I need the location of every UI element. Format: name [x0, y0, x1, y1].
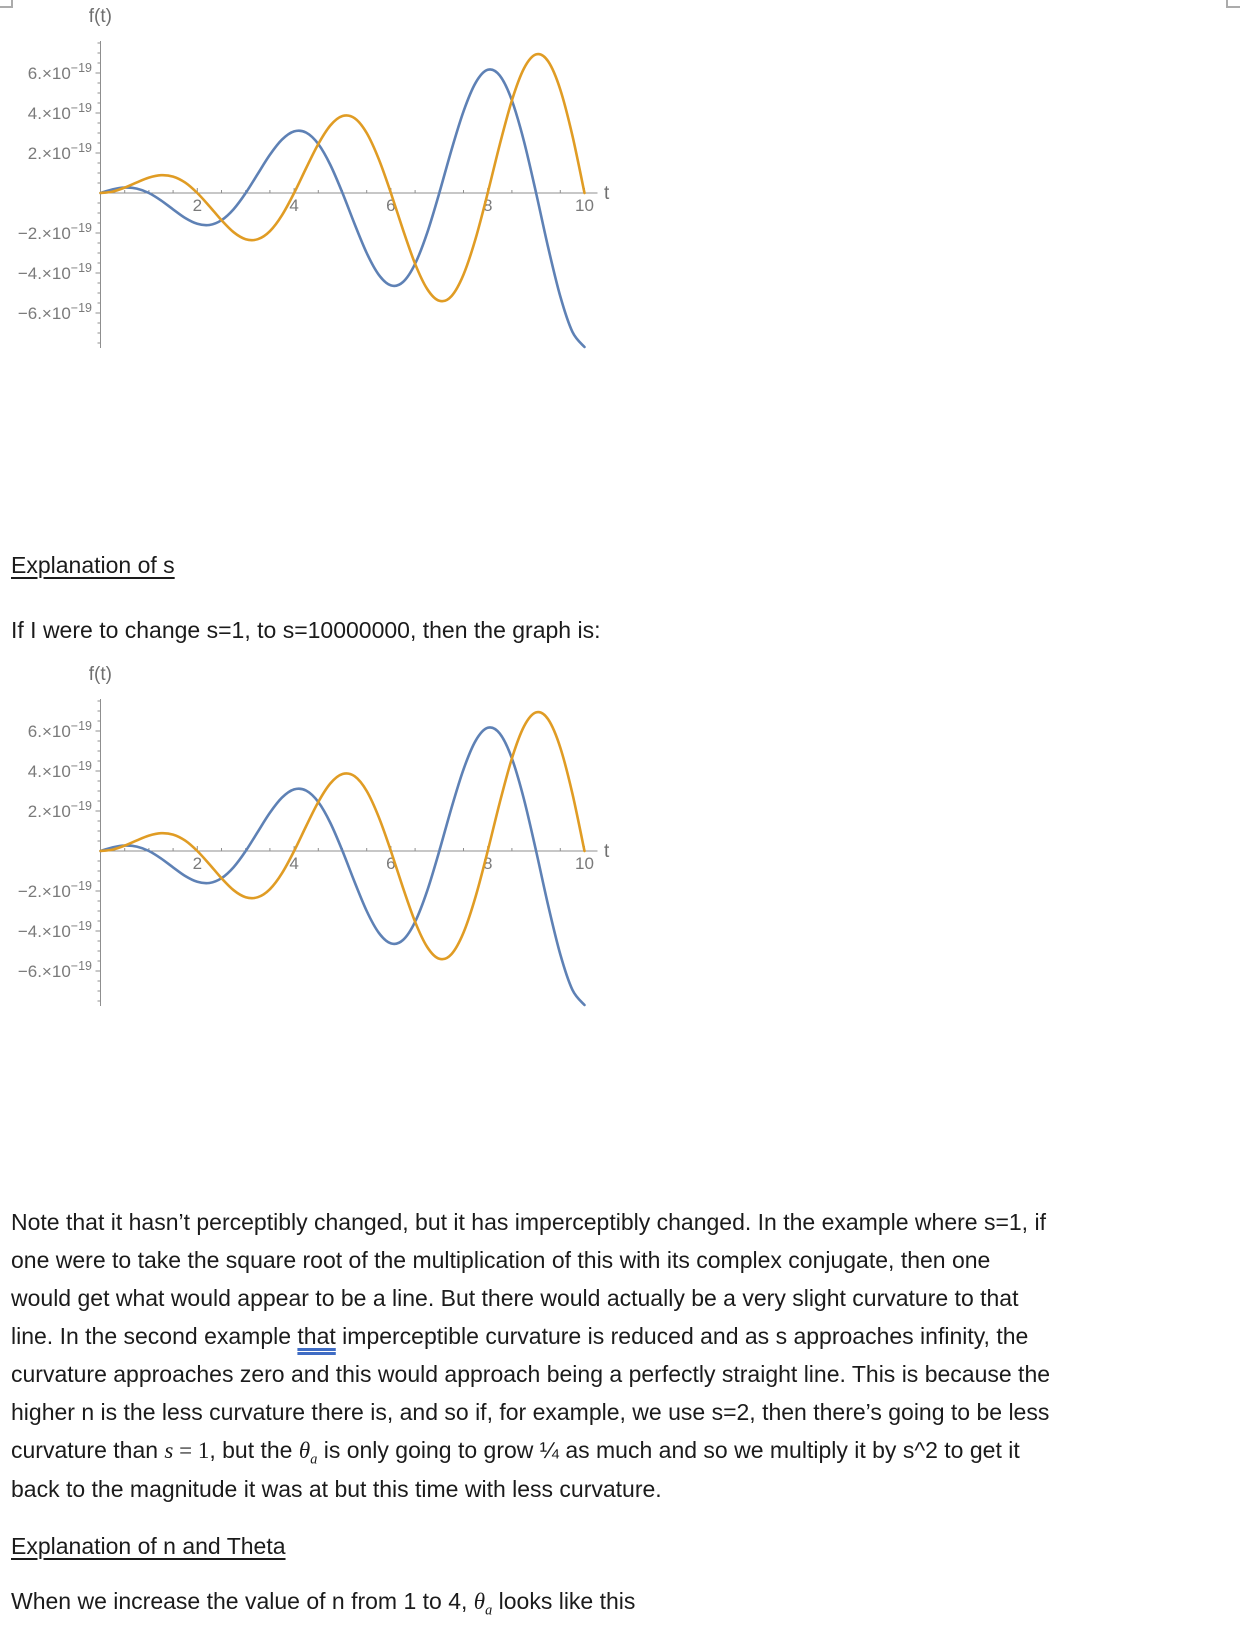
text-segment: back to the magnitude it was at but this time with less curvature.: [11, 1476, 662, 1502]
paragraph-line: [11, 1317, 1050, 1355]
text-segment: When we increase the value of n from 1 to 4,: [11, 1588, 474, 1614]
x-axis-name: t: [604, 841, 610, 862]
closing-sentence: [11, 1582, 635, 1621]
heading-explanation-of-s: [11, 546, 175, 584]
paragraph-line: [11, 1203, 1050, 1241]
text-segment: looks like this: [492, 1588, 636, 1614]
text-segment: s: [164, 1438, 174, 1463]
text-segment: one were to take the square root of the multiplication of this with its complex conjugate, then one: [11, 1247, 991, 1273]
x-axis-name: t: [604, 183, 610, 204]
x-tick-label: 10: [575, 196, 594, 215]
grammar-flagged-word: that: [297, 1323, 336, 1349]
curve-series-blue: [101, 69, 585, 347]
text-boundary-mark-top-right: [1226, 0, 1240, 8]
heading-explanation-of-n-and-theta: [11, 1527, 286, 1565]
theta-a-symbol: $\theta_a$: [298, 1438, 318, 1468]
body-paragraph: [11, 1203, 1050, 1508]
y-tick-label: $-2.\times 10^{-19}$: [17, 221, 92, 243]
y-tick-label: $-2.\times 10^{-19}$: [17, 879, 92, 901]
text-segment: higher n is the less curvature there is, and so if, for example, we use s=2, then there’s going to be less: [11, 1399, 1050, 1425]
y-tick-label: $4.\times 10^{-19}$: [27, 101, 92, 123]
y-tick-label: $2.\times 10^{-19}$: [27, 141, 92, 163]
x-tick-label: 10: [575, 854, 594, 873]
text-segment: = 1: [173, 1438, 210, 1463]
y-axis-name: f(t): [88, 6, 112, 27]
paragraph-line: [11, 1355, 1050, 1393]
paragraph-line: [11, 1431, 1050, 1470]
y-tick-label: $-4.\times 10^{-19}$: [17, 919, 92, 941]
text-segment: curvature approaches zero and this would approach being a perfectly straight line. This is because the: [11, 1361, 1051, 1387]
y-tick-label: $6.\times 10^{-19}$: [27, 61, 92, 83]
y-tick-label: $2.\times 10^{-19}$: [27, 799, 92, 821]
heading-explanation-of-s-text: Explanation of s: [11, 552, 175, 578]
intro-sentence: If I were to change s=1, to s=10000000, then the graph is:: [11, 617, 601, 643]
x-tick-label: 8: [482, 854, 493, 873]
heading-explanation-of-n-and-theta-text: Explanation of n and Theta: [11, 1533, 286, 1559]
x-tick-label: 2: [192, 854, 203, 873]
text-segment: line. In the second example: [11, 1323, 298, 1349]
plot-f-of-t-s10000000: [0, 658, 640, 1030]
y-tick-label: $-4.\times 10^{-19}$: [17, 261, 92, 283]
paragraph-line: [11, 1279, 1050, 1317]
paragraph-line: [11, 1241, 1050, 1279]
text-segment: Note that it hasn’t perceptibly changed, but it has imperceptibly changed. In the example where s=1, if: [11, 1209, 1046, 1235]
y-axis-name: f(t): [88, 664, 112, 685]
y-tick-label: $6.\times 10^{-19}$: [27, 719, 92, 741]
x-tick-label: 8: [482, 196, 493, 215]
x-tick-label: 4: [289, 196, 299, 215]
paragraph-line: [11, 1393, 1050, 1431]
y-tick-label: $-6.\times 10^{-19}$: [17, 301, 92, 323]
text-segment: is only going to grow ¼ as much and so we multiply it by s^2 to get it: [317, 1437, 1020, 1463]
x-tick-label: 6: [386, 196, 396, 215]
text-segment: , but the: [209, 1437, 299, 1463]
y-tick-label: $4.\times 10^{-19}$: [27, 759, 92, 781]
curve-series-orange: [101, 712, 585, 959]
plot-f-of-t-s1: [0, 0, 640, 372]
curve-series-blue: [101, 727, 585, 1005]
text-segment: would get what would appear to be a line. But there would actually be a very slight curvature to that: [11, 1285, 1019, 1311]
theta-a-symbol: $\theta_a$: [473, 1589, 493, 1619]
x-tick-label: 6: [386, 854, 396, 873]
text-segment: imperceptible curvature is reduced and as s approaches infinity, the: [335, 1323, 1029, 1349]
y-tick-label: $-6.\times 10^{-19}$: [17, 959, 92, 981]
paragraph-line: [11, 1470, 1050, 1508]
curve-series-orange: [101, 54, 585, 301]
text-segment: curvature than: [11, 1437, 165, 1463]
x-tick-label: 4: [289, 854, 299, 873]
x-tick-label: 2: [192, 196, 203, 215]
